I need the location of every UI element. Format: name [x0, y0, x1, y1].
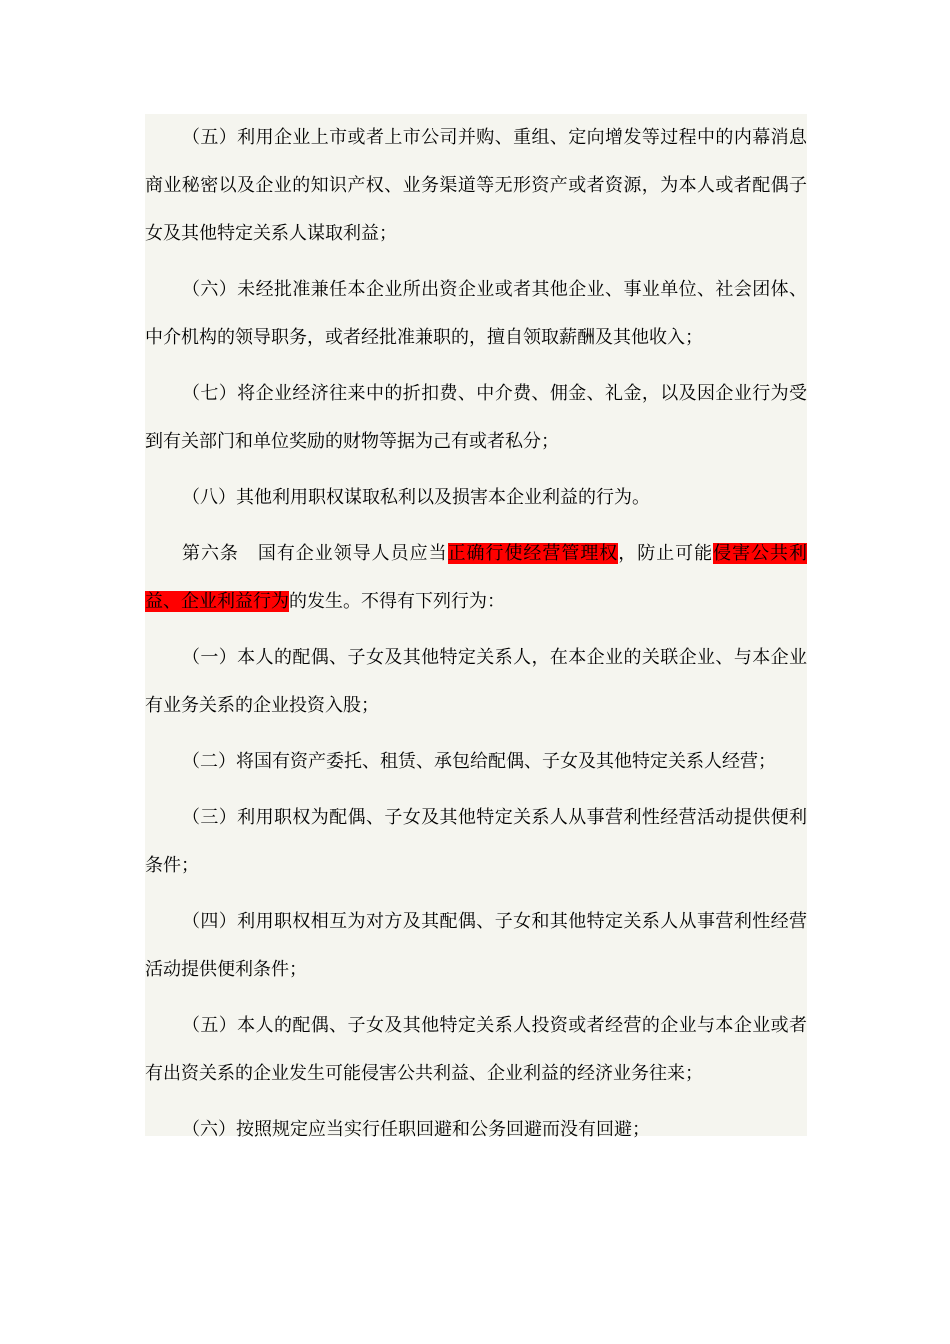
document-body [145, 114, 807, 1140]
paragraph-item-8: （八）其他利用职权谋取私利以及损害本企业利益的行为。 [182, 487, 650, 508]
paragraph-sub-5: （五）本人的配偶、子女及其他特定关系人投资或者经营的企业与本企业或者有出资关系的企业发生可能侵害公共利益、企业利益的经济业务往来； [145, 1015, 807, 1084]
article-6-paragraph [145, 530, 807, 626]
paragraph-item-6: （六）未经批准兼任本企业所出资企业或者其他企业、事业单位、社会团体、中介机构的领导职务，或者经批准兼职的，擅自领取薪酬及其他收入； [145, 279, 807, 348]
paragraph-sub-3: （三）利用职权为配偶、子女及其他特定关系人从事营利性经营活动提供便利条件； [145, 807, 807, 876]
article-6-text-middle: ，防止可能 [618, 543, 714, 564]
paragraph-item-7: （七）将企业经济往来中的折扣费、中介费、佣金、礼金，以及因企业行为受到有关部门和单位奖励的财物等据为己有或者私分； [145, 383, 807, 452]
highlight-correct-exercise: 正确行使经营管理权 [447, 543, 619, 564]
paragraph-sub-2: （二）将国有资产委托、租赁、承包给配偶、子女及其他特定关系人经营； [182, 751, 776, 772]
article-6-text-start: 第六条 国有企业领导人员应当 [182, 543, 448, 564]
paragraph-sub-4: （四）利用职权相互为对方及其配偶、子女和其他特定关系人从事营利性经营活动提供便利条件； [145, 911, 807, 980]
paragraph-item-5: （五）利用企业上市或者上市公司并购、重组、定向增发等过程中的内幕消息商业秘密以及企业的知识产权、业务渠道等无形资产或者资源，为本人或者配偶子女及其他特定关系人谋取利益； [145, 127, 807, 244]
article-6-text-end: 的发生。不得有下列行为： [289, 591, 505, 612]
paragraph-sub-6: （六）按照规定应当实行任职回避和公务回避而没有回避； [182, 1119, 650, 1140]
highlight-infringe-interests: 侵害公共利益、企业利益行为 [145, 543, 807, 612]
paragraph-sub-1: （一）本人的配偶、子女及其他特定关系人，在本企业的关联企业、与本企业有业务关系的企业投资入股； [145, 647, 807, 716]
